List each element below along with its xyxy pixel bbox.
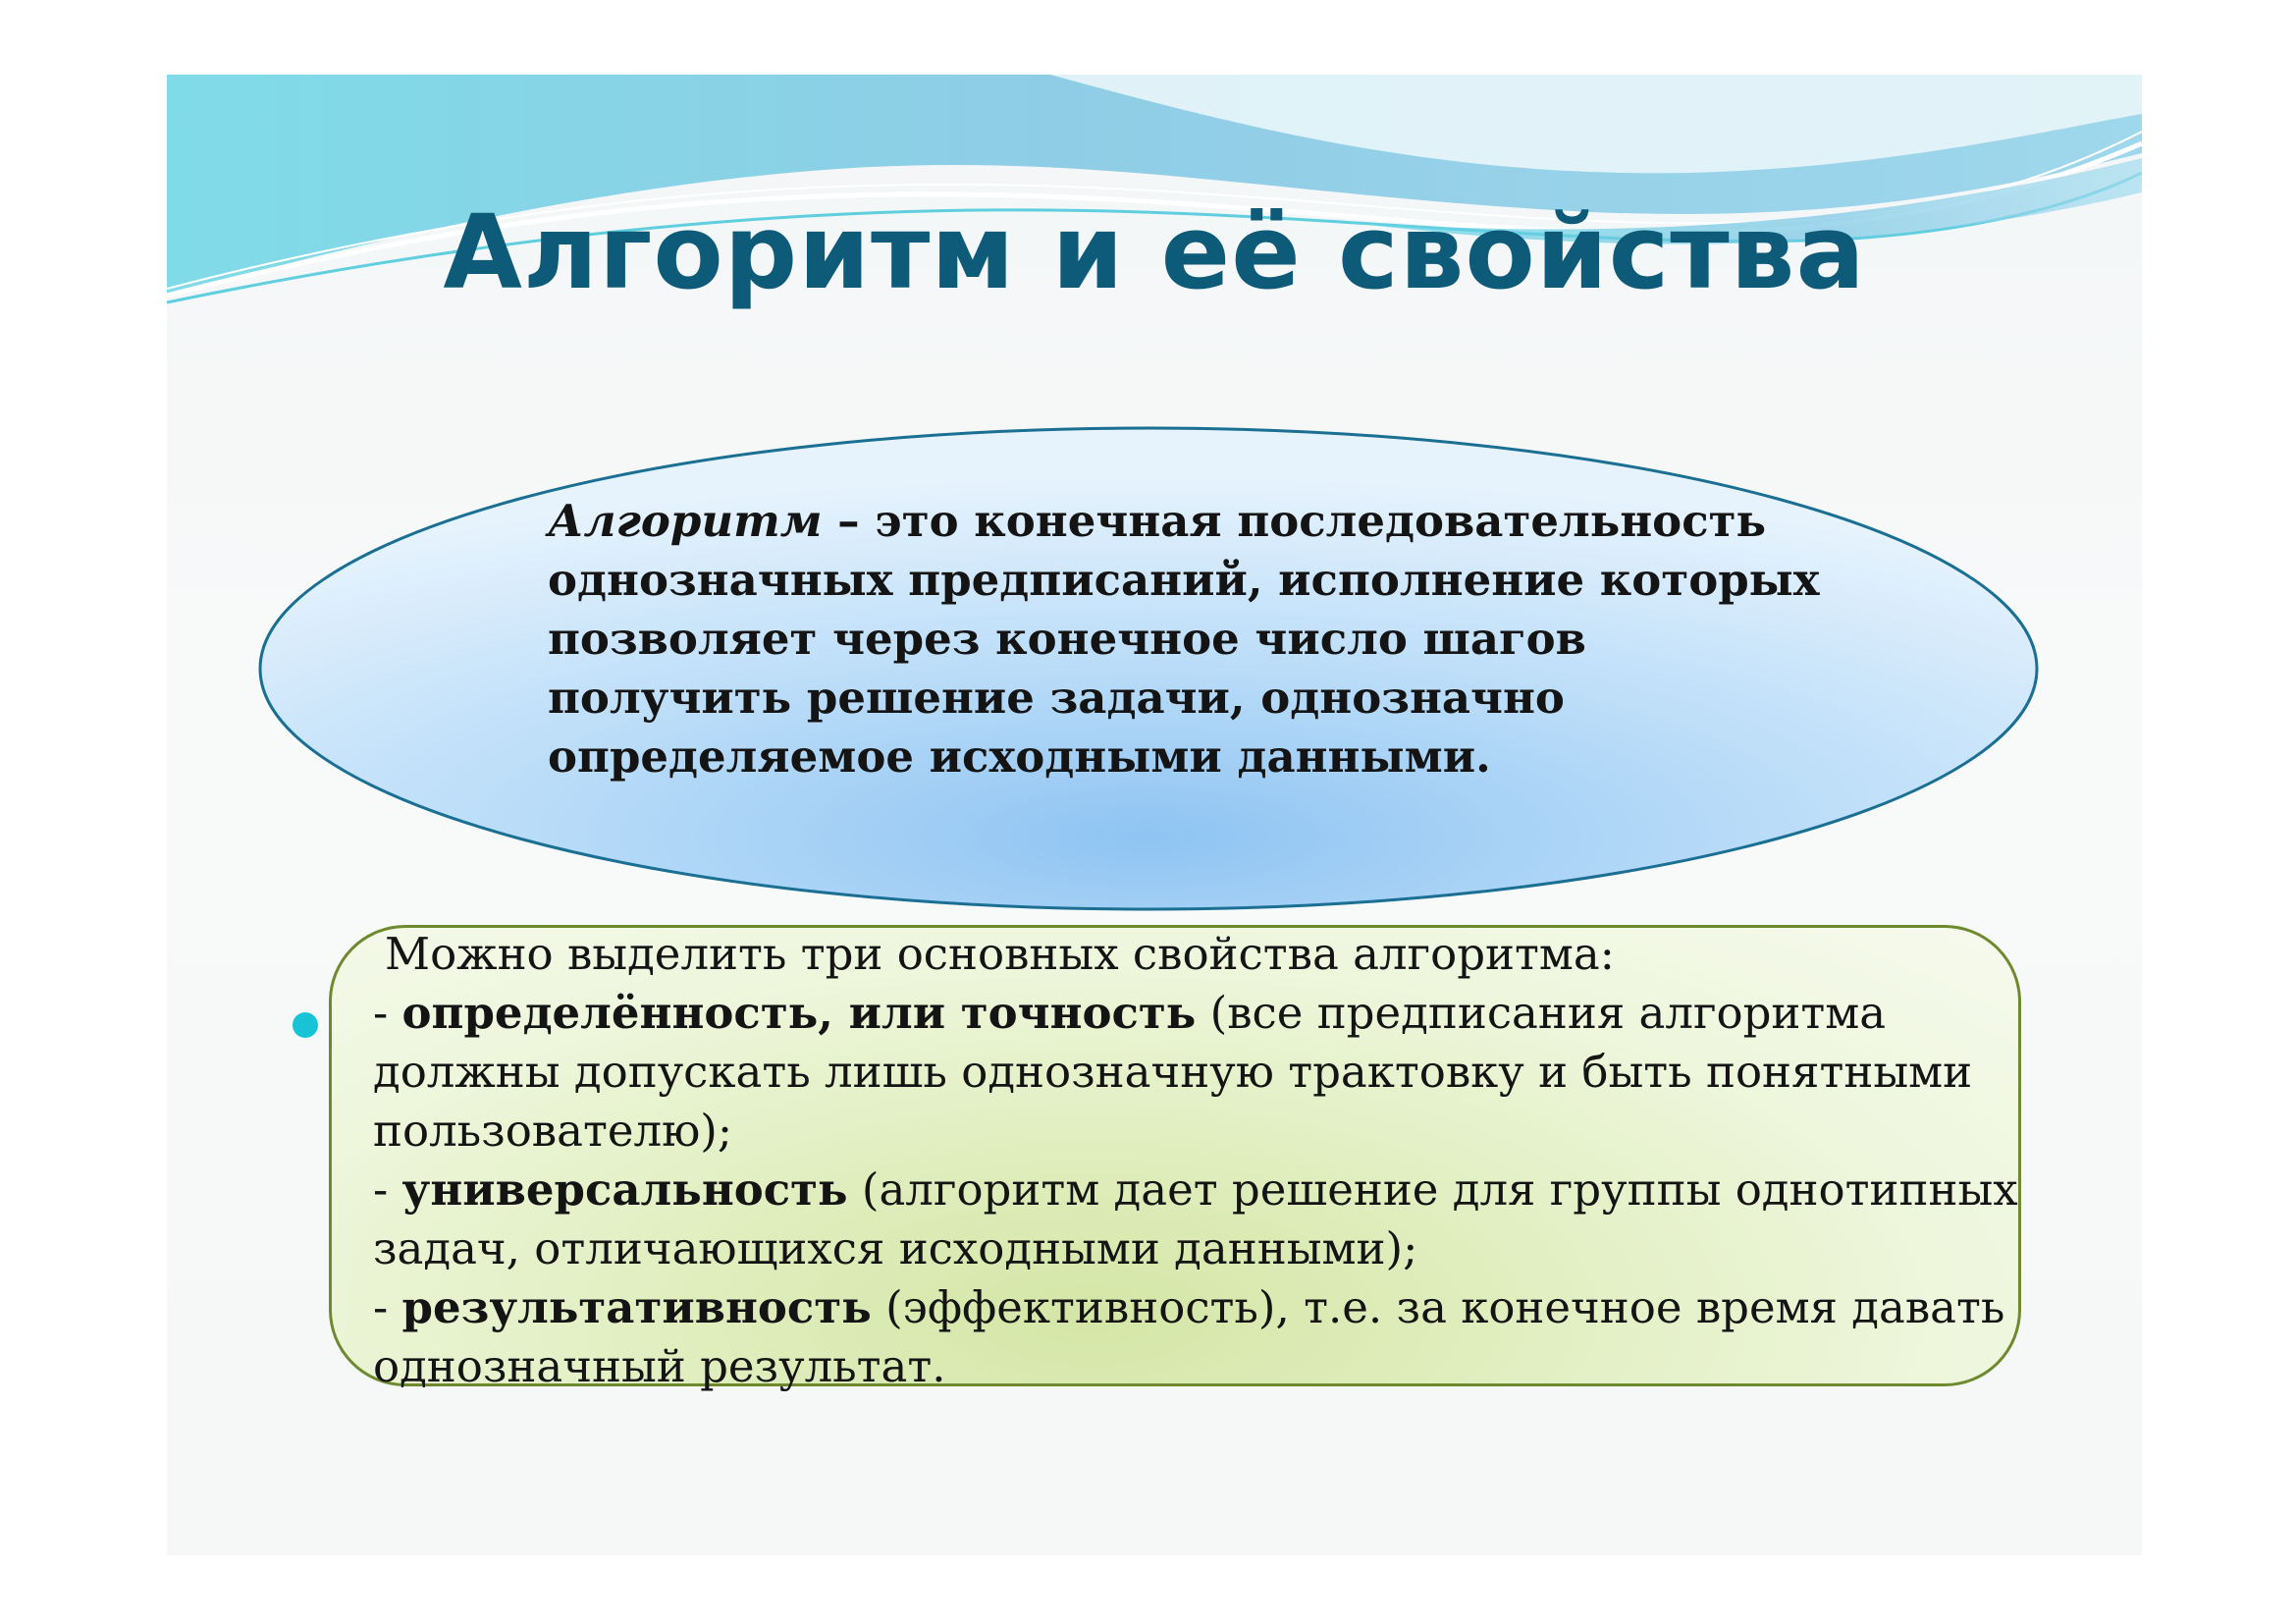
slide-title: Алгоритм и её свойства [443, 192, 1866, 312]
slide [167, 75, 2142, 1555]
property-3-line-2: однозначный результат. [373, 1340, 946, 1392]
property-2-line-1: - универсальность (алгоритм дает решение для группы однотипных [373, 1164, 2018, 1216]
bullet-dot-icon [293, 1012, 318, 1038]
property-1-name: определённость, или точность [401, 987, 1197, 1039]
property-3-name: результативность [401, 1281, 872, 1333]
properties-text [373, 925, 2022, 1396]
property-1-line-1: - определённость, или точность (все предписания алгоритма [373, 987, 1887, 1039]
property-2-name: универсальность [401, 1164, 848, 1216]
property-1-line-2: должны допускать лишь однозначную трактовку и быть понятными [373, 1046, 1973, 1098]
property-2-line-2: задач, отличающихся исходными данными); [373, 1222, 1418, 1274]
properties-intro: Можно выделить три основных свойства алгоритма: [385, 928, 1615, 980]
property-3-line-1: - результативность (эффективность), т.е. за конечное время давать [373, 1281, 2005, 1333]
algorithm-definition [548, 492, 1824, 786]
definition-text: – это конечная последовательность однозначных предписаний, исполнение которых позволяет через конечное число шагов получить решение задачи, однозначно определяемое исходными данными. [548, 495, 1820, 783]
property-1-line-3: пользователю); [373, 1105, 732, 1157]
definition-term: Алгоритм [548, 495, 823, 547]
